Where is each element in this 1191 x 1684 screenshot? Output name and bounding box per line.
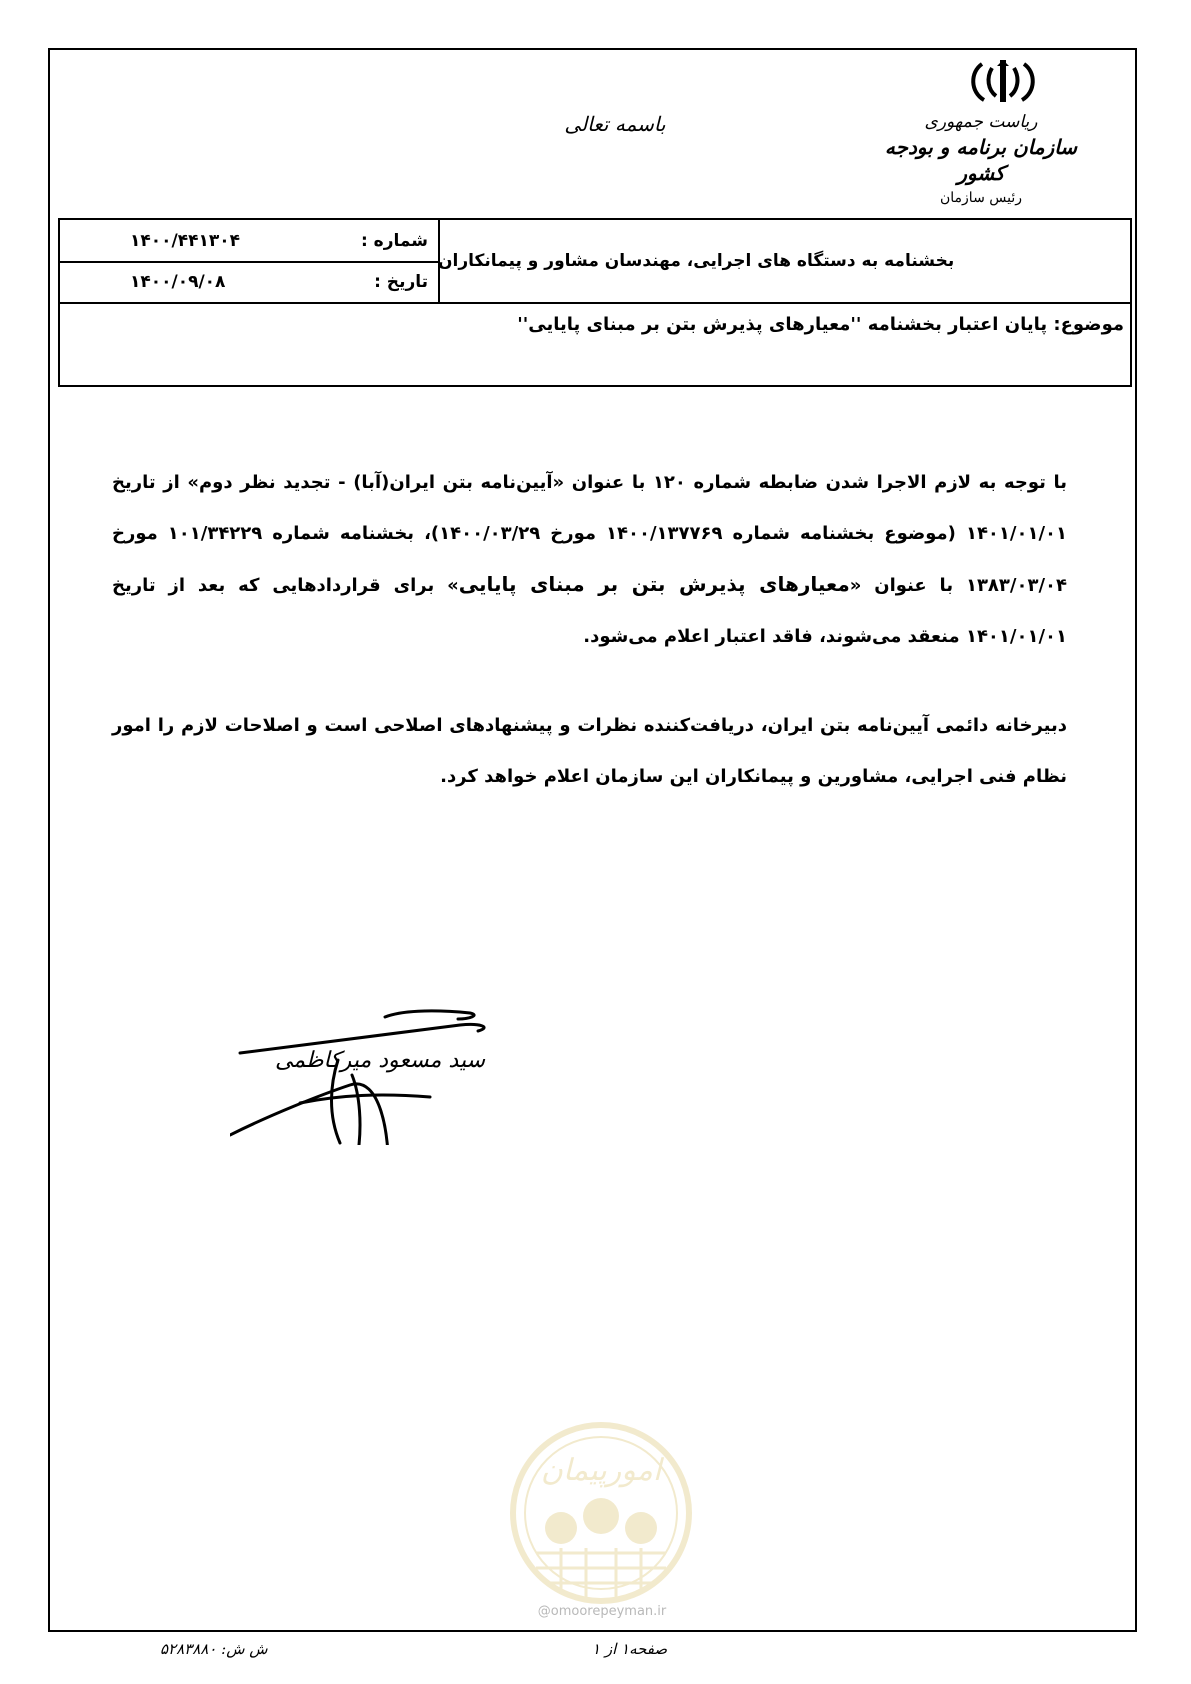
- handwritten-signature: [230, 975, 530, 1145]
- recipients: [438, 220, 1130, 302]
- org-line-organization: سازمان برنامه و بودجه کشور: [884, 135, 1078, 185]
- organization-block: [881, 110, 1081, 210]
- number-value: ۱۴۰۰/۴۴۱۳۰۴: [130, 230, 240, 251]
- body-paragraph-2: دبیرخانه دائمی آیین‌نامه بتن ایران، دریافت‌کننده نظرات و پیشنهادهای اصلاحی است و اصلاحات لازم را امور نظام فنی اجرایی، مشاورین و پیمانکاران این سازمان اعلام خواهد کرد.: [112, 715, 1067, 787]
- iran-emblem-icon: [968, 58, 1038, 104]
- date-value: ۱۴۰۰/۰۹/۰۸: [130, 271, 226, 292]
- signature-name: سید مسعود میرکاظمی: [274, 1048, 486, 1073]
- p1-bold-title: معیارهای پذیرش بتن بر مبنای پایایی: [458, 572, 850, 596]
- watermark-url: @omoorepeyman.ir: [537, 1604, 667, 1619]
- recipients-text: بخشنامه به دستگاه های اجرایی، مهندسان مشاور و پیمانکاران: [438, 251, 955, 271]
- footer-page-number: صفحه۱ از ۱: [592, 1640, 668, 1658]
- number-label: شماره :: [360, 230, 428, 251]
- p1-text-b: » برای قراردادهایی که بعد از تاریخ ۱۴۰۱/۰۱/۰۱ منعقد می‌شوند، فاقد اعتبار اعلام می‌شود.: [112, 575, 1067, 647]
- org-line-presidency: ریاست جمهوری: [924, 112, 1038, 132]
- number-date-box: [60, 220, 440, 302]
- letter-header-table: [58, 218, 1132, 387]
- date-label: تاریخ :: [374, 271, 428, 292]
- header-row: [60, 220, 1130, 304]
- footer-tracking-number: ش ش: ۵۲۸۳۸۸۰: [160, 1640, 268, 1658]
- subject-line: موضوع: پایان اعتبار بخشنامه ''معیارهای پذیرش بتن بر مبنای پایایی'': [517, 314, 1124, 335]
- basmala: باسمه تعالی: [564, 112, 666, 136]
- number-row: [60, 220, 438, 263]
- watermark-text: امورپیمان: [540, 1453, 662, 1488]
- p1-text-a: با توجه به لازم الاجرا شدن ضابطه شماره ۱۲۰ با عنوان «آیین‌نامه بتن ایران(آبا) - تجدید نظر دوم» از تاریخ ۱۴۰۱/۰۱/۰۱ (موضوع بخشنامه شماره ۱۴۰۰/۱۳۷۷۶۹ مورخ ۱۴۰۰/۰۳/۲۹)، بخشنامه شماره ۱۰۱/۳۴۲۲۹ مورخ ۱۳۸۳/۰۳/۰۴ با عنوان «: [112, 472, 1067, 596]
- watermark-logo: [506, 1418, 696, 1608]
- date-row: [60, 261, 438, 302]
- org-line-head: رئیس سازمان: [940, 190, 1022, 206]
- body-paragraph-1: [112, 457, 1067, 662]
